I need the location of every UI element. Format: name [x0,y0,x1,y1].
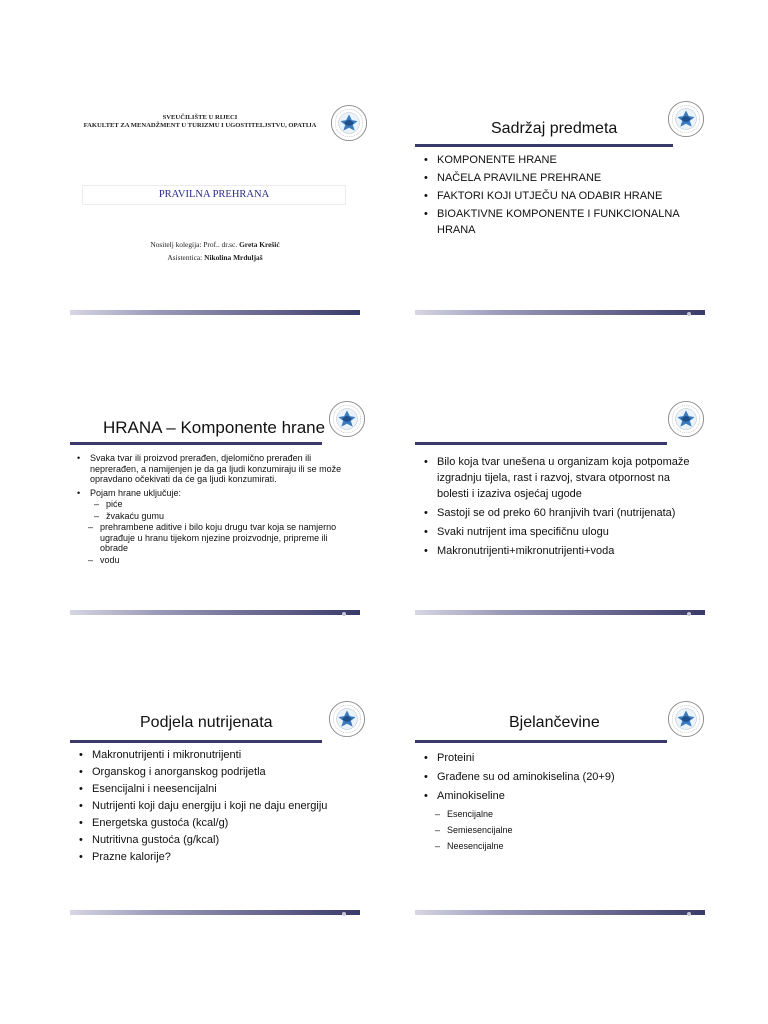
slide-title-text: Bjelančevine [509,714,600,731]
university-header [70,114,330,130]
slide-footer-bar [415,310,705,315]
sub-list-item: – Neesencijalne [423,838,693,854]
university-name: SVEUČILIŠTE U RIJECI [162,114,238,121]
list-item: • Svaki nutrijent ima specifičnu ulogu [423,524,693,540]
definition-list [423,454,693,559]
slide-proteins [415,688,705,918]
slide-food-definition [415,388,705,618]
page-number-mark [687,612,691,616]
contents-list [423,152,687,238]
list-item: • Građene su od aminokiselina (20+9) [423,769,693,785]
protein-list [423,750,693,804]
slide-footer-bar [415,610,705,615]
sub-list-item: – vodu [76,555,344,566]
slide-title-text: HRANA – Komponente hrane [103,418,326,437]
list-item: • Nutritivna gustoća (g/kcal) [78,833,348,848]
list-item: • Bilo koja tvar unešena u organizam koja potpomaže izgradnju tijela, rast i razvoj, stvara otpornost na bolesti i izaziva osjećaj ugode [423,454,693,502]
amino-acid-sublist [423,806,693,854]
page-number-mark [342,912,346,916]
slide-food-components [70,388,360,618]
list-item: • Proteini [423,750,693,766]
definition-list [76,453,344,565]
list-item: • Nutrijenti koji daju energiju i koji ne daju energiju [78,799,348,814]
sub-list-item: – prehrambene aditive i bilo koju drugu tvar koja se namjerno ugrađuje u hranu tijekom njezine proizvodnje, pripreme ili obrade [76,522,344,554]
assistant-name: Nikolina Mrduljaš [204,253,263,262]
list-item: • Makronutrijenti+mikronutrijenti+voda [423,543,693,559]
list-item: • Aminokiseline [423,788,693,804]
title-underline-bar [415,144,673,147]
title-underline-bar [70,740,322,743]
page-number-mark [687,312,691,316]
teaching-staff [70,238,360,264]
list-item: • KOMPONENTE HRANE [423,152,687,168]
page-number-mark [342,612,346,616]
title-underline-bar [415,442,667,445]
title-underline-bar [70,442,322,445]
slide-title-text: Podjela nutrijenata [140,714,273,731]
slide-footer-bar [415,910,705,915]
classification-list [78,748,348,865]
assistant-line [70,251,360,264]
list-item: • FAKTORI KOJI UTJEČU NA ODABIR HRANE [423,188,687,204]
presentation-title: PRAVILNA PREHRANA [82,185,346,205]
slide-title-text: Sadržaj predmeta [491,120,618,137]
list-item: • BIOAKTIVNE KOMPONENTE I FUNKCIONALNA HRANA [423,206,687,238]
title-underline-bar [415,740,667,743]
faculty-name: FAKULTET ZA MENADŽMENT U TURIZMU I UGOSTITELJSTVU, OPATIJA [83,122,317,129]
university-seal-icon [330,104,368,142]
university-seal-icon [667,400,705,438]
sub-list-item: – Semiesencijalne [423,822,693,838]
slide-contents [415,88,705,318]
list-item: • Pojam hrane uključuje: [76,488,344,499]
slide-nutrient-classification [70,688,360,918]
university-seal-icon [328,400,366,438]
list-item: • Sastoji se od preko 60 hranjivih tvari (nutrijenata) [423,505,693,521]
list-item: • Esencijalni i neesencijalni [78,782,348,797]
lecturer-name: Greta Krešić [239,240,280,249]
slide-title [70,88,360,318]
university-seal-icon [328,700,366,738]
slide-footer-bar [70,610,360,615]
slide-footer-bar [70,910,360,915]
list-item: • Energetska gustoća (kcal/g) [78,816,348,831]
university-seal-icon [667,700,705,738]
list-item: • Svaka tvar ili proizvod prerađen, djelomično prerađen ili neprerađen, a namijenjen je da ga ljudi konzumiraju ili se može opravdano očekivati da će ga ljudi konzumirati. [76,453,344,485]
slide-footer-bar [70,310,360,315]
list-item: • Organskog i anorganskog podrijetla [78,765,348,780]
sub-list-item: – žvakaću gumu [76,511,344,522]
list-item: • Prazne kalorije? [78,850,348,865]
list-item: • NAČELA PRAVILNE PREHRANE [423,170,687,186]
lecturer-line [70,238,360,251]
assistant-label: Asistentica: [167,253,203,262]
list-item: • Makronutrijenti i mikronutrijenti [78,748,348,763]
university-seal-icon [667,100,705,138]
sub-list-item: – piće [76,499,344,510]
page-number-mark [687,912,691,916]
sub-list-item: – Esencijalne [423,806,693,822]
lecturer-label: Nositelj kolegija: Prof.. dr.sc. [150,240,238,249]
